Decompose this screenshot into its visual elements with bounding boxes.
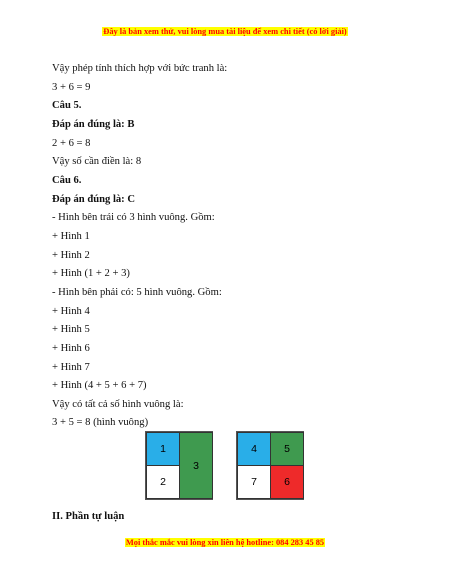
text-line: 3 + 6 = 9 [52, 82, 91, 93]
text-line: - Hình bên phải có: 5 hình vuông. Gồm: [52, 287, 222, 298]
hotline-banner-text: Mọi thắc mắc vui lòng xin liên hệ hotline: 084 283 45 85 [125, 538, 325, 547]
square-3: 3 [179, 432, 213, 499]
answer-heading: Đáp án đúng là: B [52, 119, 135, 130]
text-line: + Hình 6 [52, 343, 90, 354]
preview-banner [0, 26, 450, 38]
square-7: 7 [237, 465, 271, 499]
preview-banner-text: Đây là bản xem thử, vui lòng mua tài liệu để xem chi tiết (có lời giải) [103, 27, 347, 36]
square-4: 4 [237, 432, 271, 466]
text-line: Vậy phép tính thích hợp với bức tranh là: [52, 63, 228, 74]
answer-heading: Đáp án đúng là: C [52, 194, 136, 205]
square-1: 1 [146, 432, 180, 466]
square-5: 5 [270, 432, 304, 466]
right-square-figure [236, 431, 304, 500]
text-line: + Hình 7 [52, 362, 90, 373]
text-line: Vậy số cần điền là: 8 [52, 156, 142, 167]
square-2: 2 [146, 465, 180, 499]
text-line: + Hình 4 [52, 306, 90, 317]
text-line: 3 + 5 = 8 (hình vuông) [52, 417, 149, 428]
question-heading: Câu 5. [52, 100, 82, 111]
text-line: + Hình 2 [52, 250, 90, 261]
section-heading: II. Phần tự luận [52, 511, 125, 522]
text-line: + Hình (4 + 5 + 6 + 7) [52, 380, 147, 391]
text-line: Vậy có tất cả số hình vuông là: [52, 399, 184, 410]
left-square-figure [145, 431, 213, 500]
text-line: + Hình (1 + 2 + 3) [52, 268, 130, 279]
text-line: + Hình 5 [52, 324, 90, 335]
square-6: 6 [270, 465, 304, 499]
question-heading: Câu 6. [52, 175, 82, 186]
text-line: - Hình bên trái có 3 hình vuông. Gồm: [52, 212, 215, 223]
text-line: 2 + 6 = 8 [52, 138, 91, 149]
text-line: + Hình 1 [52, 231, 90, 242]
hotline-banner [0, 537, 450, 549]
